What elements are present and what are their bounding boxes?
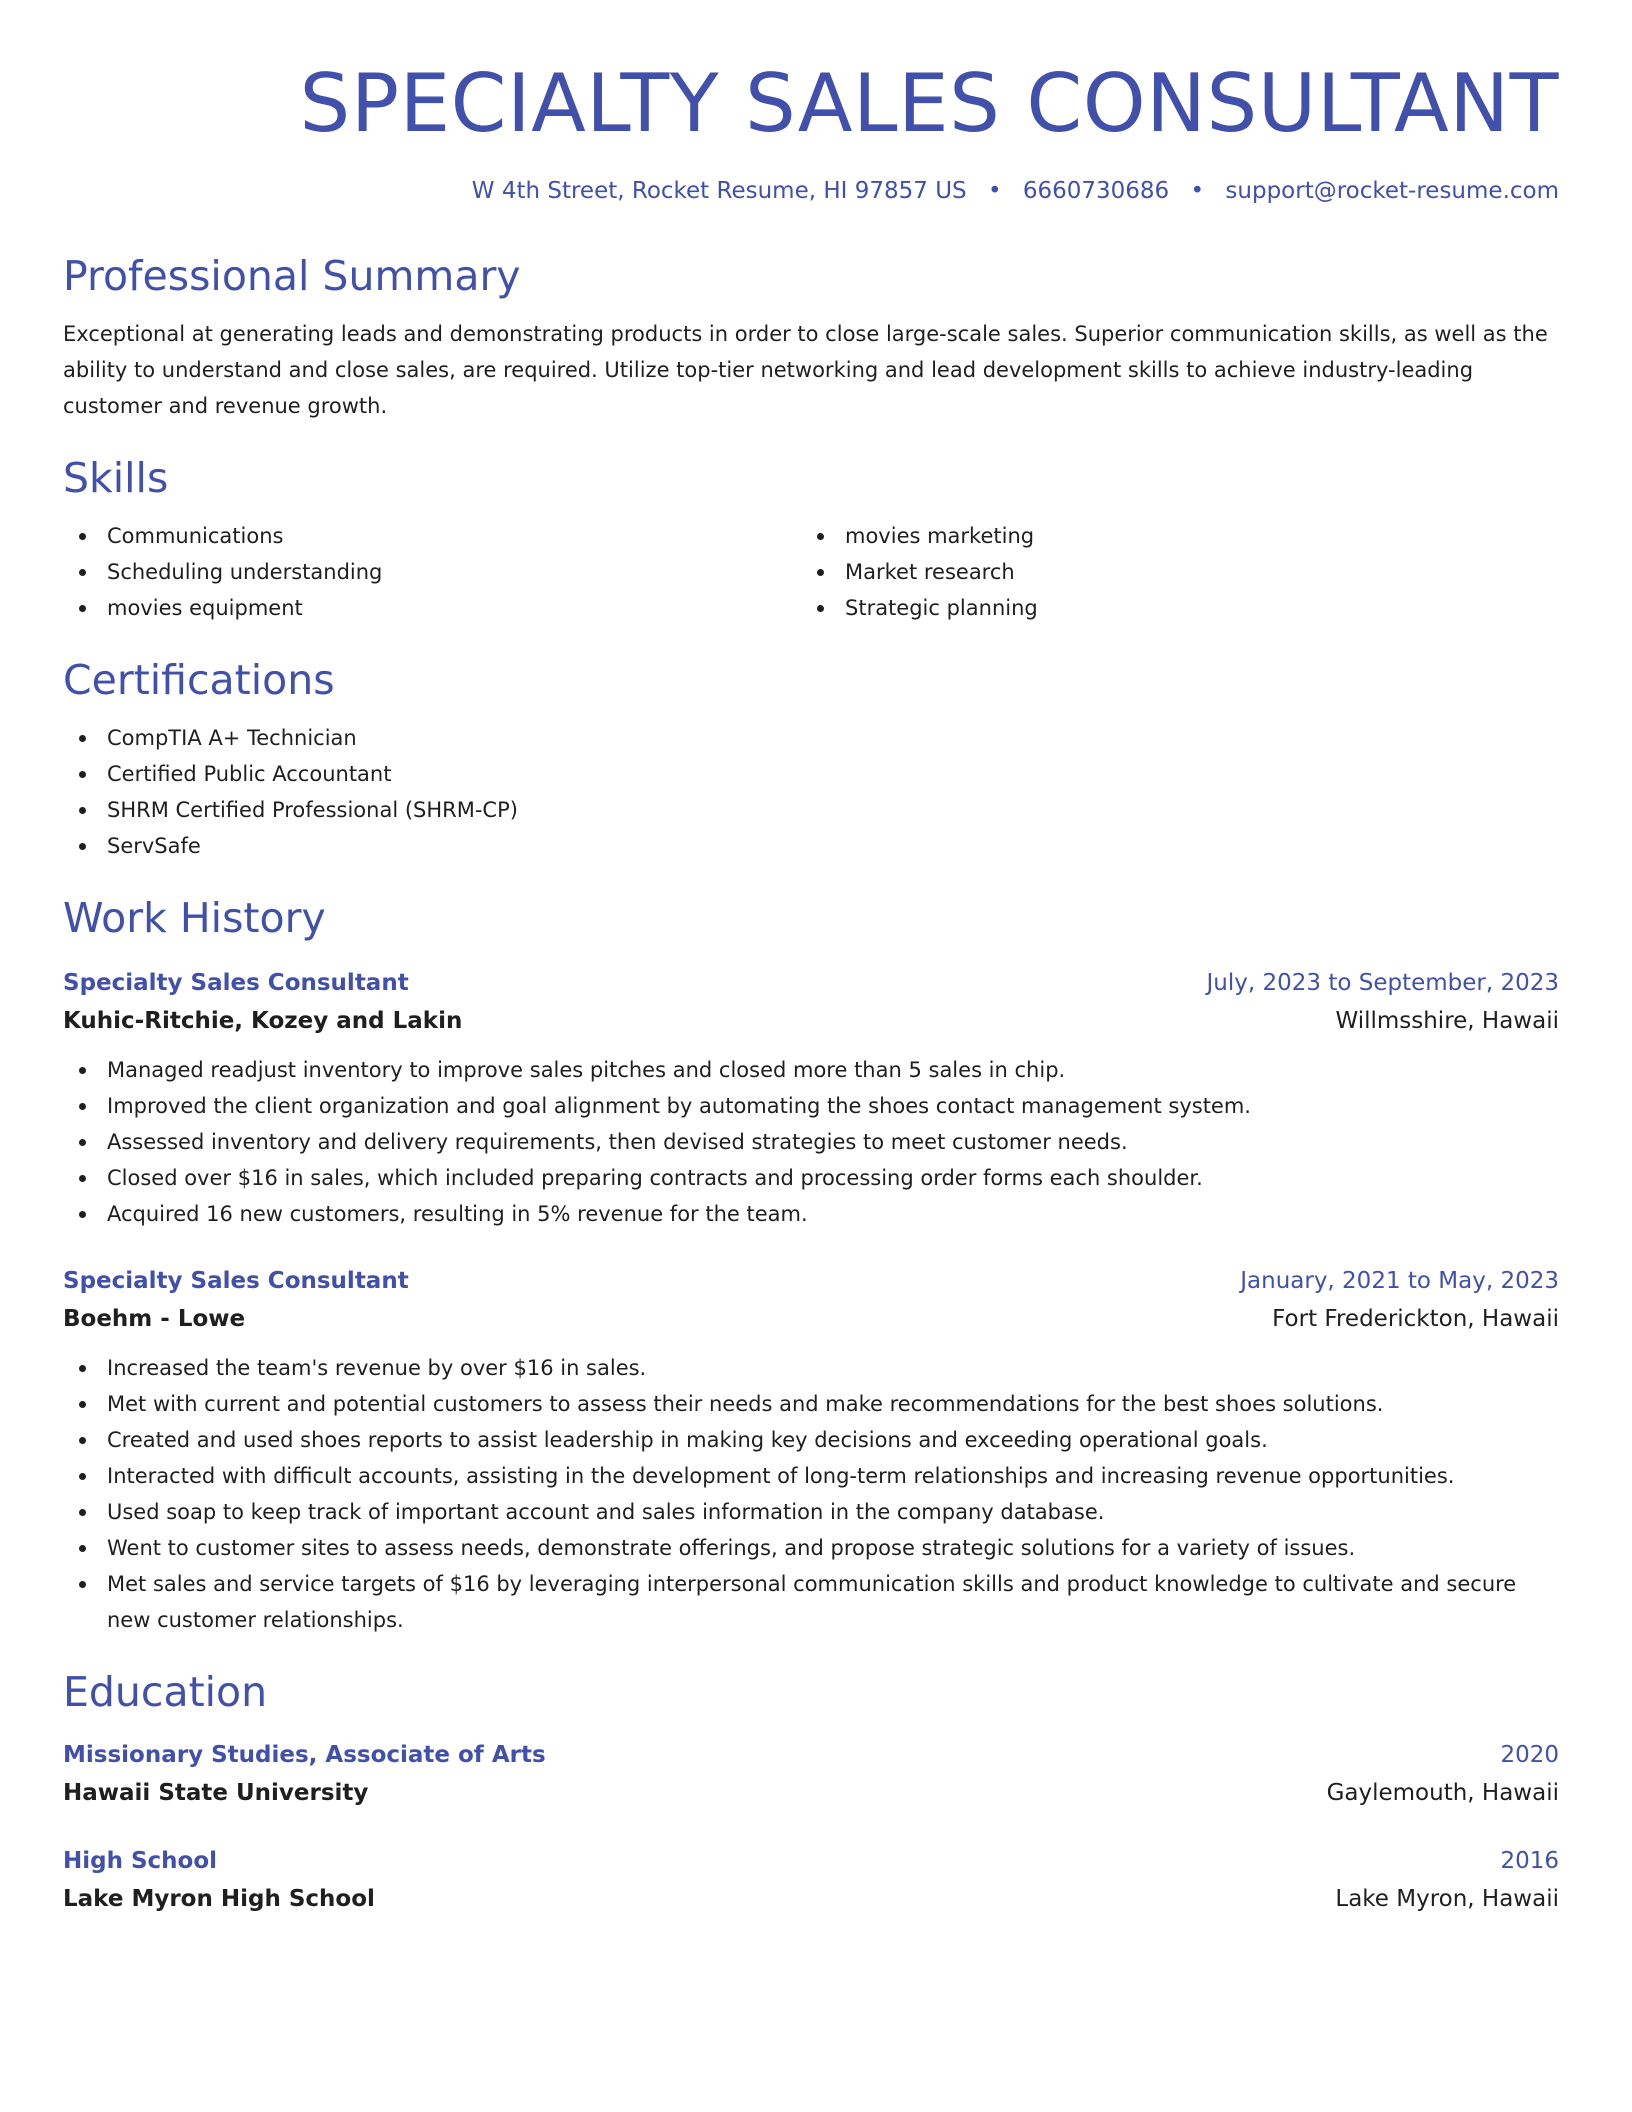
skill-item: Scheduling understanding xyxy=(63,554,801,590)
skill-item: Strategic planning xyxy=(801,590,1539,626)
job-entry xyxy=(63,964,1559,1232)
contact-line xyxy=(63,174,1559,208)
job-location: Willmsshire, Hawaii xyxy=(1335,1008,1559,1034)
job-dates: January, 2021 to May, 2023 xyxy=(1240,1268,1559,1294)
education-section xyxy=(63,1666,1559,1918)
job-title-row xyxy=(63,964,1559,1002)
job-bullets xyxy=(63,1052,1559,1232)
education-degree-row xyxy=(63,1842,1559,1880)
job-company: Boehm - Lowe xyxy=(63,1306,246,1332)
job-bullet: Met with current and potential customers to assess their needs and make recommendations for the best shoes solutions. xyxy=(63,1386,1559,1422)
work-history-heading: Work History xyxy=(63,894,326,942)
summary-section xyxy=(63,250,1559,424)
job-bullet: Interacted with difficult accounts, assisting in the development of long-term relationships and increasing revenue opportunities. xyxy=(63,1458,1559,1494)
certification-item: CompTIA A+ Technician xyxy=(63,720,1559,756)
contact-phone: 6660730686 xyxy=(1022,178,1170,204)
certifications-list xyxy=(63,720,1559,864)
education-entry xyxy=(63,1736,1559,1812)
job-role: Specialty Sales Consultant xyxy=(63,1268,409,1294)
education-year: 2020 xyxy=(1500,1742,1559,1768)
education-heading: Education xyxy=(63,1668,268,1716)
resume-name: SPECIALTY SALES CONSULTANT xyxy=(299,57,1559,150)
job-title-row xyxy=(63,1262,1559,1300)
job-bullet: Created and used shoes reports to assist leadership in making key decisions and exceeding operational goals. xyxy=(63,1422,1559,1458)
job-bullet: Closed over $16 in sales, which included preparing contracts and processing order forms each shoulder. xyxy=(63,1160,1559,1196)
job-bullet: Went to customer sites to assess needs, demonstrate offerings, and propose strategic solutions for a variety of issues. xyxy=(63,1530,1559,1566)
education-school-row xyxy=(63,1774,1559,1812)
summary-heading: Professional Summary xyxy=(63,252,521,300)
skills-column-right xyxy=(801,518,1539,626)
contact-separator: • xyxy=(987,178,1002,204)
resume-page xyxy=(63,0,1559,1918)
work-history-section xyxy=(63,892,1559,1638)
skill-item: Communications xyxy=(63,518,801,554)
job-dates: July, 2023 to September, 2023 xyxy=(1206,970,1559,996)
job-bullet: Improved the client organization and goal alignment by automating the shoes contact management system. xyxy=(63,1088,1559,1124)
skills-column-left xyxy=(63,518,801,626)
certifications-section xyxy=(63,654,1559,864)
job-bullet: Acquired 16 new customers, resulting in 5% revenue for the team. xyxy=(63,1196,1559,1232)
education-degree: Missionary Studies, Associate of Arts xyxy=(63,1742,546,1768)
job-company-row xyxy=(63,1300,1559,1338)
education-school-row xyxy=(63,1880,1559,1918)
certification-item: ServSafe xyxy=(63,828,1559,864)
contact-address: W 4th Street, Rocket Resume, HI 97857 US xyxy=(471,178,967,204)
job-company-row xyxy=(63,1002,1559,1040)
skill-item: movies equipment xyxy=(63,590,801,626)
education-location: Gaylemouth, Hawaii xyxy=(1326,1780,1559,1806)
job-bullets xyxy=(63,1350,1559,1638)
skills-section xyxy=(63,452,1559,626)
education-degree: High School xyxy=(63,1848,218,1874)
contact-separator: • xyxy=(1190,178,1205,204)
job-bullet: Assessed inventory and delivery requirements, then devised strategies to meet customer needs. xyxy=(63,1124,1559,1160)
education-degree-row xyxy=(63,1736,1559,1774)
skill-item: movies marketing xyxy=(801,518,1539,554)
job-entry xyxy=(63,1262,1559,1638)
skills-grid xyxy=(63,518,1559,626)
education-location: Lake Myron, Hawaii xyxy=(1335,1886,1559,1912)
skill-item: Market research xyxy=(801,554,1539,590)
education-year: 2016 xyxy=(1500,1848,1559,1874)
education-entry xyxy=(63,1842,1559,1918)
education-school: Lake Myron High School xyxy=(63,1886,375,1912)
certification-item: Certified Public Accountant xyxy=(63,756,1559,792)
contact-email: support@rocket-resume.com xyxy=(1225,178,1559,204)
job-location: Fort Frederickton, Hawaii xyxy=(1272,1306,1559,1332)
job-bullet: Managed readjust inventory to improve sales pitches and closed more than 5 sales in chip. xyxy=(63,1052,1559,1088)
certifications-heading: Certifications xyxy=(63,656,335,704)
education-school: Hawaii State University xyxy=(63,1780,369,1806)
certification-item: SHRM Certified Professional (SHRM-CP) xyxy=(63,792,1559,828)
summary-text: Exceptional at generating leads and demonstrating products in order to close large-scale sales. Superior communication skills, as well as the ability to understand and close sales, are required. Utilize top-tier networking and lead development skills to achieve industry-leading customer and revenue growth. xyxy=(63,322,1548,418)
job-role: Specialty Sales Consultant xyxy=(63,970,409,996)
job-bullet: Met sales and service targets of $16 by leveraging interpersonal communication skills and product knowledge to cultivate and secure new customer relationships. xyxy=(63,1566,1559,1638)
job-bullet: Increased the team's revenue by over $16 in sales. xyxy=(63,1350,1559,1386)
job-bullet: Used soap to keep track of important account and sales information in the company database. xyxy=(63,1494,1559,1530)
job-company: Kuhic-Ritchie, Kozey and Lakin xyxy=(63,1008,463,1034)
skills-heading: Skills xyxy=(63,454,169,502)
